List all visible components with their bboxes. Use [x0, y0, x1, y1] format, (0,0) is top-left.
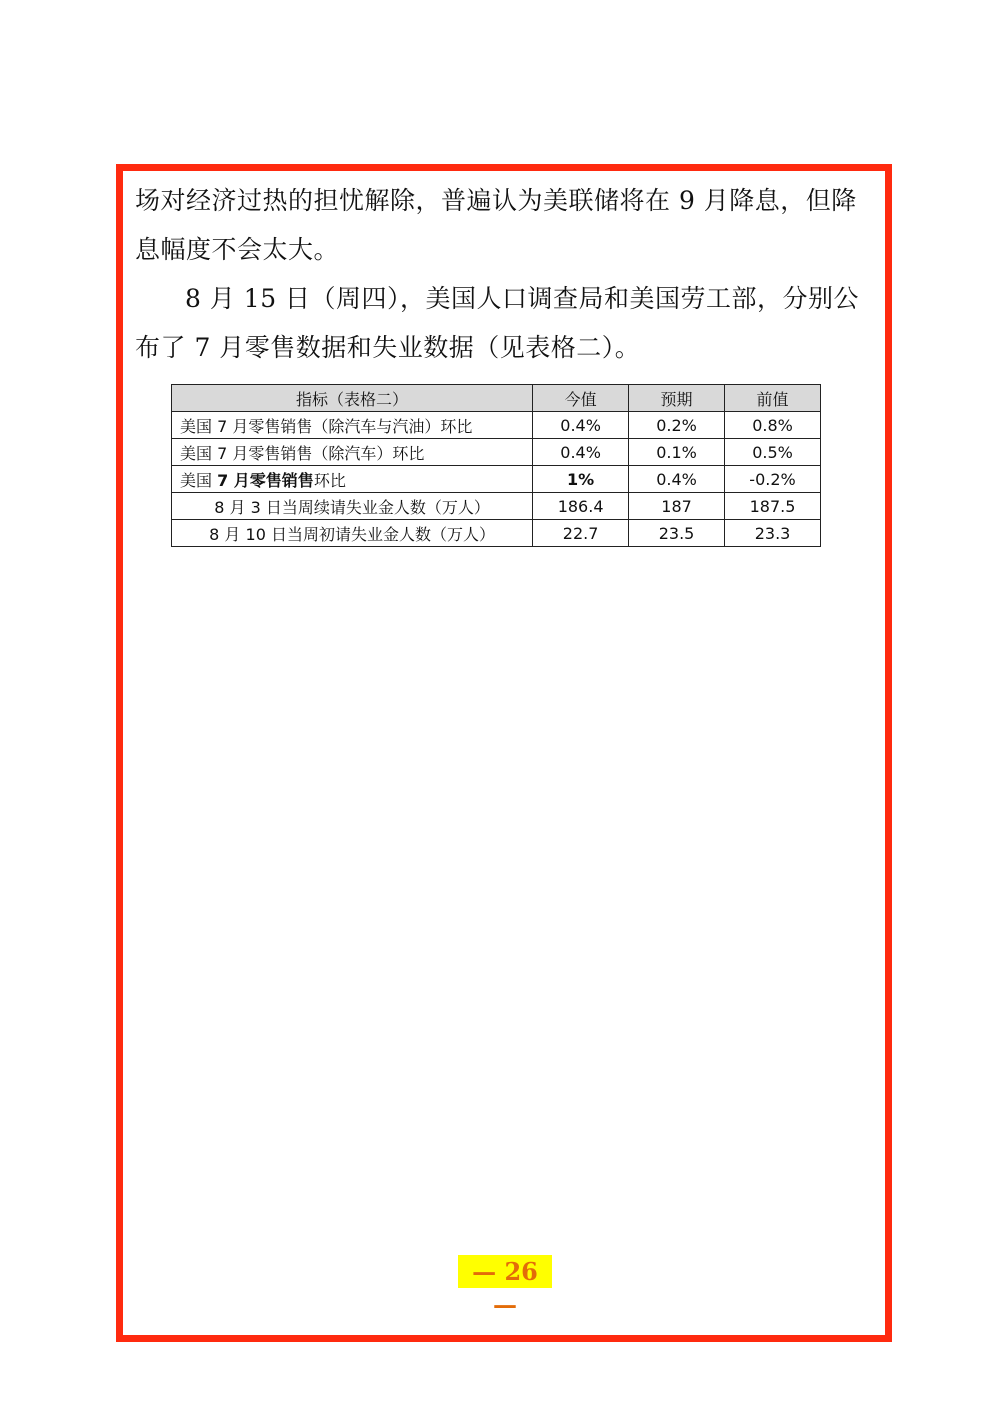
row-previous: 187.5 — [725, 493, 821, 520]
page-number: — 26 — — [458, 1255, 552, 1288]
row-expected: 0.1% — [629, 439, 725, 466]
row-previous: 23.3 — [725, 520, 821, 547]
row-expected: 23.5 — [629, 520, 725, 547]
row-previous: 0.8% — [725, 412, 821, 439]
table-row — [172, 466, 821, 493]
table-row — [172, 412, 821, 439]
row-current: 186.4 — [533, 493, 629, 520]
header-current: 今值 — [533, 385, 629, 412]
header-indicator: 指标（表格二） — [172, 385, 533, 412]
row-current: 1% — [533, 466, 629, 493]
row-expected: 187 — [629, 493, 725, 520]
row-label-bold: 7 月零售销售 — [217, 470, 314, 490]
row-label-suffix: 环比 — [313, 470, 346, 490]
row-current: 22.7 — [533, 520, 629, 547]
table-row — [172, 493, 821, 520]
row-current: 0.4% — [533, 412, 629, 439]
row-expected: 0.4% — [629, 466, 725, 493]
row-label — [172, 466, 533, 493]
row-label: 8 月 3 日当周续请失业金人数（万人） — [172, 493, 533, 520]
row-label: 美国 7 月零售销售（除汽车）环比 — [172, 439, 533, 466]
data-table-2 — [171, 384, 821, 547]
row-expected: 0.2% — [629, 412, 725, 439]
row-label: 美国 7 月零售销售（除汽车与汽油）环比 — [172, 412, 533, 439]
header-expected: 预期 — [629, 385, 725, 412]
row-label-prefix: 美国 — [180, 470, 218, 490]
table-row — [172, 520, 821, 547]
row-current: 0.4% — [533, 439, 629, 466]
row-label: 8 月 10 日当周初请失业金人数（万人） — [172, 520, 533, 547]
table-header-row — [172, 385, 821, 412]
table-row — [172, 439, 821, 466]
row-previous: -0.2% — [725, 466, 821, 493]
row-previous: 0.5% — [725, 439, 821, 466]
paragraph-retail-unemployment: 8 月 15 日（周四），美国人口调查局和美国劳工部，分别公布了 7 月零售数据和失业数据（见表格二）。 — [135, 284, 860, 362]
paragraph-continuation: 场对经济过热的担忧解除，普遍认为美联储将在 9 月降息，但降息幅度不会太大。 — [135, 186, 857, 264]
header-previous: 前值 — [725, 385, 821, 412]
